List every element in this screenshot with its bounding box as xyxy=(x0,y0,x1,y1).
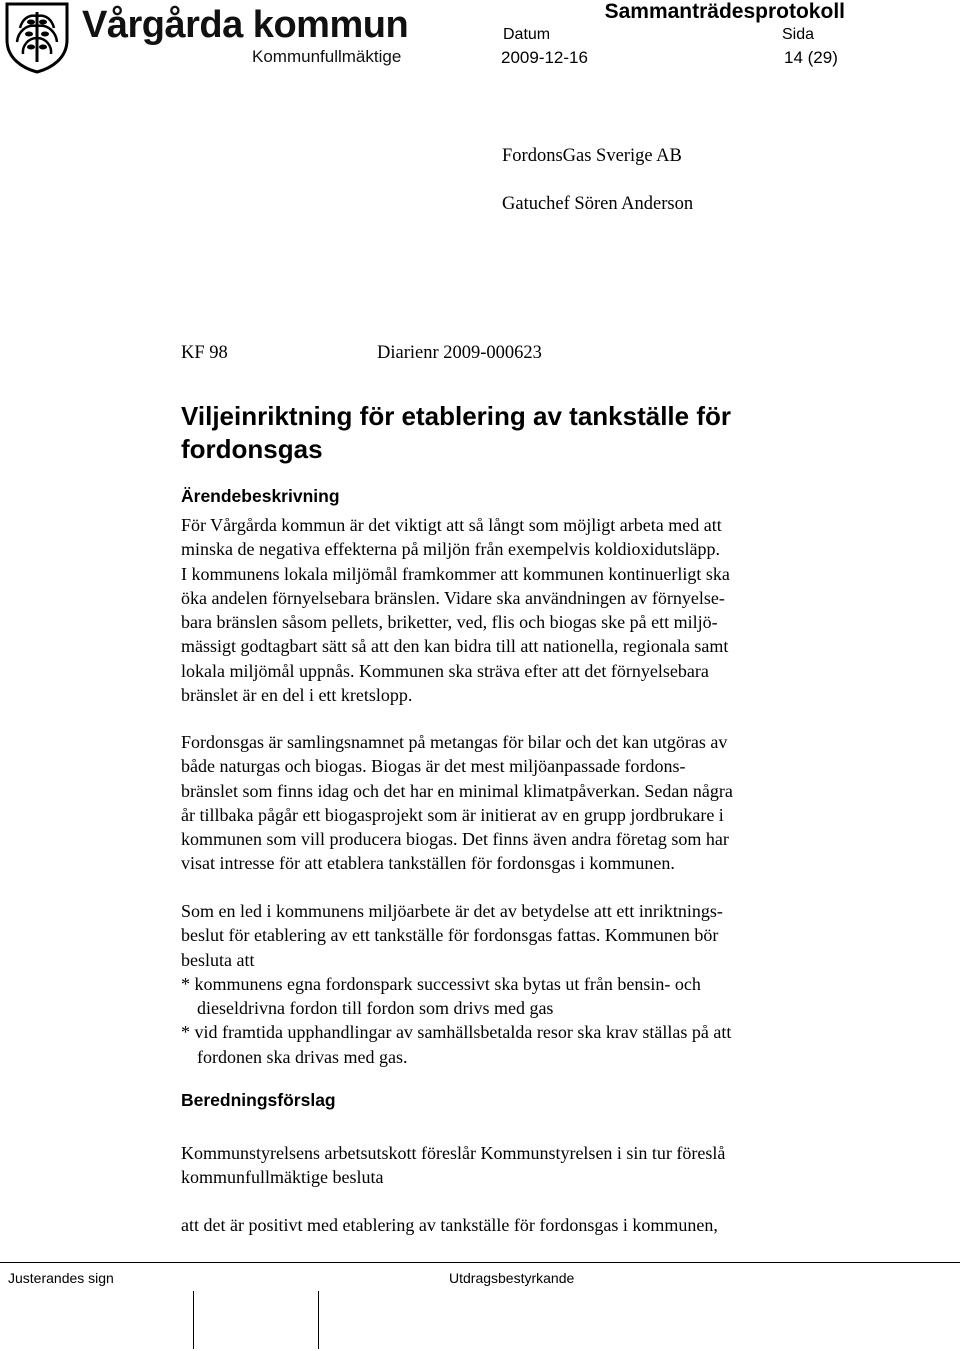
text-line: bränslet är en del i ett kretslopp. xyxy=(181,685,413,706)
case-title xyxy=(181,400,861,466)
recipient-person: Gatuchef Sören Anderson xyxy=(502,194,694,214)
text-line: öka andelen förnyelsebara bränslen. Vidare ska användningen av förnyelse- xyxy=(181,587,725,608)
text-line: bara bränslen såsom pellets, briketter, ved, flis och biogas ske på ett miljö- xyxy=(181,612,718,633)
page-label: Sida xyxy=(782,26,815,43)
text-line: Fordonsgas är samlingsnamnet på metangas för bilar och det kan utgöras av xyxy=(181,732,728,752)
text-line: både naturgas och biogas. Biogas är det mest miljöanpassade fordons- xyxy=(181,756,686,777)
arendebeskrivning-paragraph-3 xyxy=(181,899,841,1069)
text-line: I kommunens lokala miljömål framkommer att kommunen kontinuerligt ska xyxy=(181,563,730,584)
arendebeskrivning-paragraph-2 xyxy=(181,730,841,876)
date-label: Datum xyxy=(503,26,551,43)
section-number: KF 98 xyxy=(181,343,228,363)
text-line: Som en led i kommunens miljöarbete är det av betydelse att ett inriktnings- xyxy=(181,901,723,921)
bullet-item: * vid framtida upphandlingar av samhällsbetalda resor ska krav ställas på att xyxy=(181,1022,732,1043)
bullet-item-continuation: dieseldrivna fordon till fordon som drivs med gas xyxy=(197,998,554,1019)
text-line: besluta att xyxy=(181,949,255,970)
page-number: 14 (29) xyxy=(784,48,838,67)
text-line: Kommunstyrelsens arbetsutskott föreslår Kommunstyrelsen i sin tur föreslå xyxy=(181,1143,726,1163)
text-line: mässigt godtagbart sätt så att den kan bidra till att nationella, regionala samt xyxy=(181,636,729,657)
body-name: Kommunfullmäktige xyxy=(252,47,402,66)
extract-label: Utdragsbestyrkande xyxy=(449,1270,575,1286)
text-line: kommunen som vill producera biogas. Det finns även andra företag som har xyxy=(181,829,729,850)
document-type: Sammanträdesprotokoll xyxy=(604,0,845,23)
footer-divider xyxy=(0,1262,960,1263)
bullet-item: * kommunens egna fordonspark successivt ska bytas ut från bensin- och xyxy=(181,973,701,994)
text-line: beslut för etablering av ett tankställe för fordonsgas fattas. Kommunen bör xyxy=(181,925,719,946)
case-title-line: Viljeinriktning för etablering av tankställe för xyxy=(181,401,731,431)
signature-box-divider xyxy=(193,1291,194,1349)
sign-label: Justerandes sign xyxy=(8,1270,114,1286)
text-line: att det är positivt med etablering av tankställe för fordonsgas i kommunen, xyxy=(181,1215,718,1235)
arendebeskrivning-heading: Ärendebeskrivning xyxy=(181,486,340,506)
beredningsforslag-heading: Beredningsförslag xyxy=(181,1090,336,1110)
text-line: lokala miljömål uppnås. Kommunen ska sträva efter att det förnyelsebara xyxy=(181,660,709,681)
text-line: visat intresse för att etablera tankställen för fordonsgas i kommunen. xyxy=(181,853,675,874)
text-line: minska de negativa effekterna på miljön från exempelvis koldioxidutsläpp. xyxy=(181,539,721,560)
beredningsforslag-paragraph-2 xyxy=(181,1213,841,1237)
signature-box-divider xyxy=(318,1291,319,1349)
arendebeskrivning-paragraph-1 xyxy=(181,513,841,707)
text-line: år tillbaka pågår ett biogasprojekt som är initierat av en grupp jordbrukare i xyxy=(181,804,724,825)
diarienr: Diarienr 2009-000623 xyxy=(377,343,542,363)
municipality-crest xyxy=(4,2,70,74)
case-title-line: fordonsgas xyxy=(181,434,323,464)
beredningsforslag-paragraph-1 xyxy=(181,1141,841,1190)
text-line: För Vårgårda kommun är det viktigt att så långt som möjligt arbeta med att xyxy=(181,515,722,535)
bullet-item-continuation: fordonen ska drivas med gas. xyxy=(197,1046,408,1067)
recipient-company: FordonsGas Sverige AB xyxy=(502,146,682,166)
text-line: kommunfullmäktige besluta xyxy=(181,1167,384,1188)
date-value: 2009-12-16 xyxy=(501,48,588,67)
case-reference xyxy=(181,343,542,364)
municipality-name: Vårgårda kommun xyxy=(82,4,409,46)
text-line: bränslet som finns idag och det har en minimal klimatpåverkan. Sedan några xyxy=(181,780,733,801)
